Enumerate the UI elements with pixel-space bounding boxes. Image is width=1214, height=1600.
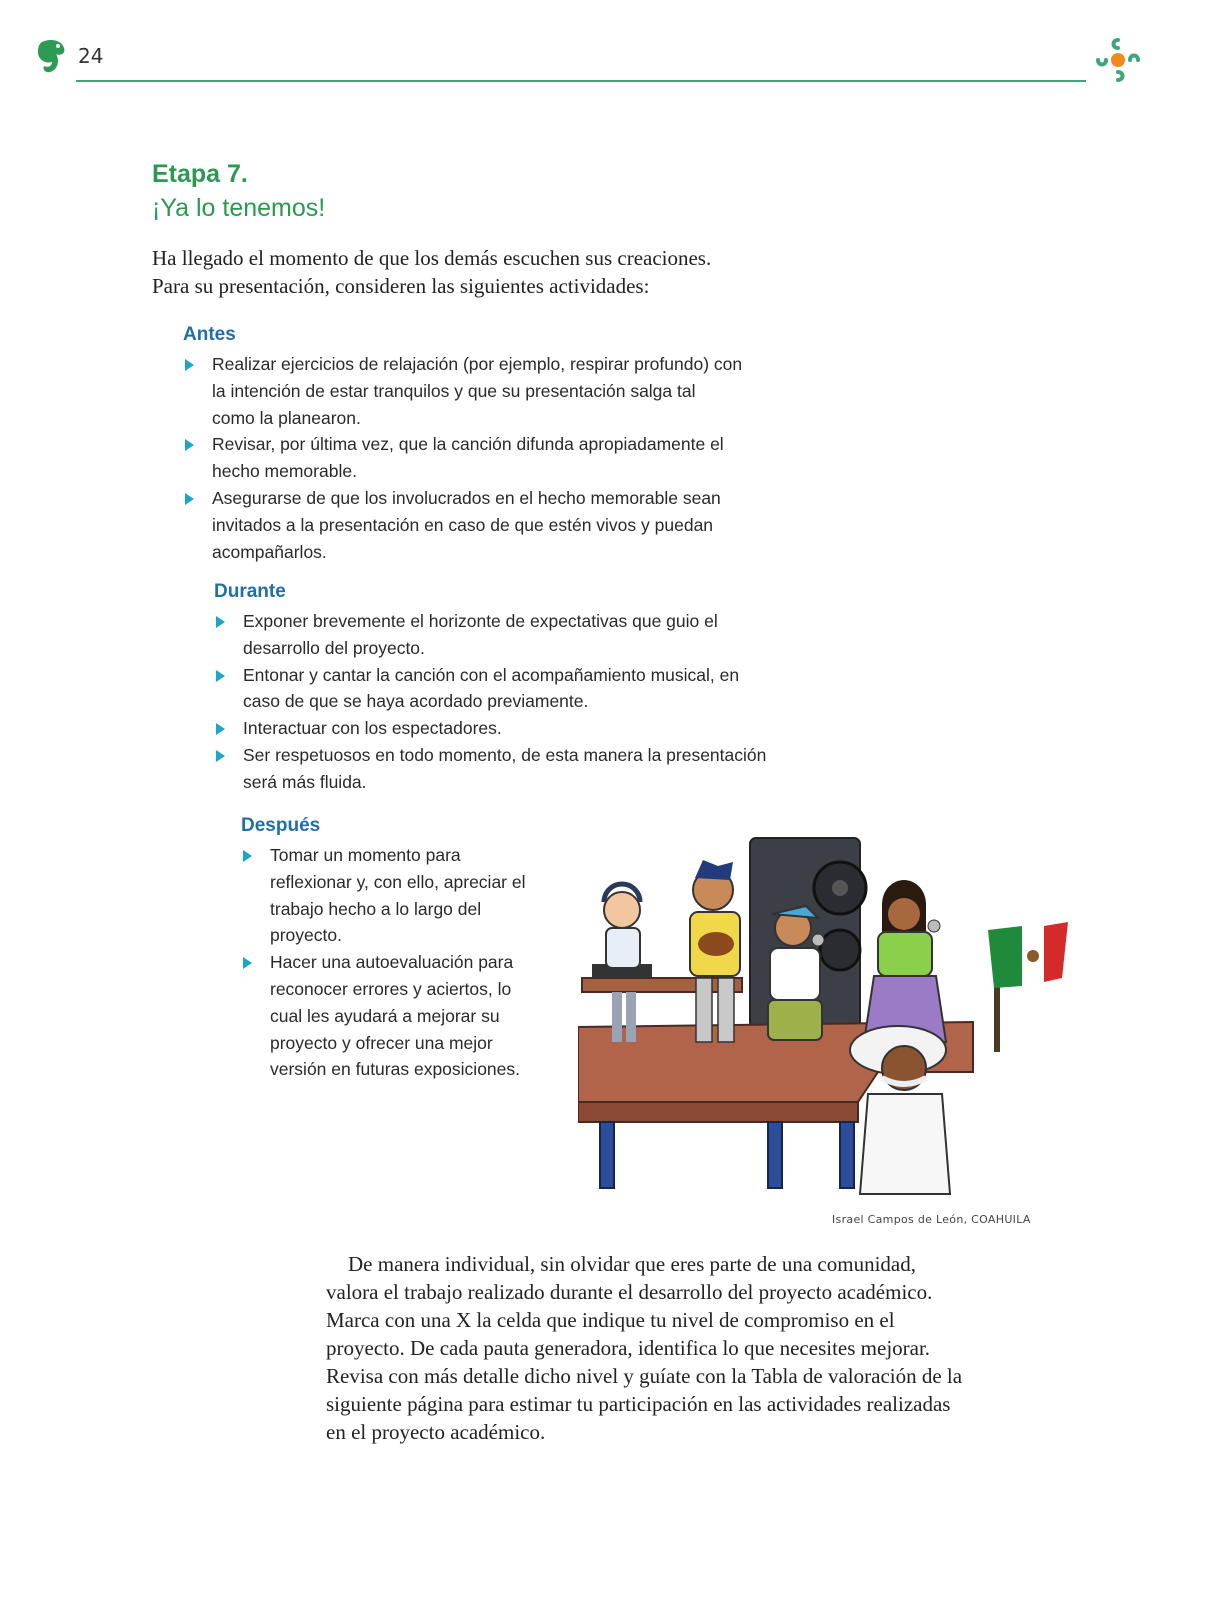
section-despues: [241, 814, 531, 1083]
list-item-text: Asegurarse de que los involucrados en el hecho memorable sean invitados a la presentación en caso de que estén vivos y puedan acompañarlos.: [212, 487, 721, 562]
list-item: [214, 662, 774, 716]
singer-character: [864, 880, 946, 1042]
closing-paragraph: De manera individual, sin olvidar que eres parte de una comunidad, valora el trabajo realizado durante el desarrollo del proyecto académico. Marca con una X la celda que indique tu nivel de compromiso en el proyecto. De cada pauta generadora, identifica lo que necesites mejorar. Revisa con más detalle dicho nivel y guíate con la Tabla de valoración de la siguiente página para estimar tu participación en las actividades realizadas en el proyecto académico.: [326, 1252, 963, 1444]
bullet-arrow-icon: [216, 750, 225, 762]
list-item: [183, 351, 743, 431]
intro-paragraph: [152, 244, 792, 300]
intro-line: Para su presentación, consideren las siguientes actividades:: [152, 274, 650, 298]
elder-character: [850, 1026, 950, 1194]
section-heading-despues: Después: [241, 815, 321, 836]
guitarist-character: [690, 860, 740, 1042]
intro-line: Ha llegado el momento de que los demás escuchen sus creaciones.: [152, 246, 712, 270]
bullet-arrow-icon: [216, 670, 225, 682]
bullet-arrow-icon: [216, 723, 225, 735]
list-item: [183, 431, 743, 485]
activity-list: [241, 842, 531, 1083]
list-item-text: Ser respetuosos en todo momento, de esta manera la presentación será más fluida.: [243, 744, 767, 792]
list-item-text: Exponer brevemente el horizonte de expectativas que guio el desarrollo del proyecto.: [243, 611, 718, 658]
bullet-arrow-icon: [185, 359, 194, 371]
list-item: [241, 842, 531, 949]
list-item-text: Realizar ejercicios de relajación (por ejemplo, respirar profundo) con la intención de estar tranquilos y que su presentación salga tal como la planearon.: [212, 354, 743, 428]
header-divider: [76, 80, 1086, 82]
list-item-text: Tomar un momento para reflexionar y, con ello, apreciar el trabajo hecho a lo largo del proyecto.: [270, 845, 526, 946]
stage-title: Etapa 7.: [152, 160, 248, 188]
bullet-arrow-icon: [185, 439, 194, 451]
list-item-text: Hacer una autoevaluación para reconocer errores y aciertos, lo cual les ayudará a mejorar su proyecto y ofrecer una mejor versión en futuras exposiciones.: [270, 952, 520, 1080]
publisher-logo-icon: [36, 38, 68, 74]
list-item: [241, 949, 531, 1083]
mexico-flag-icon: [988, 922, 1068, 1052]
list-item-text: Revisar, por última vez, que la canción difunda apropiadamente el hecho memorable.: [212, 434, 724, 482]
section-antes: [183, 323, 743, 565]
bullet-arrow-icon: [243, 957, 252, 969]
list-item: [214, 742, 774, 796]
section-heading-antes: Antes: [183, 324, 236, 345]
section-heading-durante: Durante: [214, 581, 286, 602]
section-durante: [214, 580, 774, 796]
bullet-arrow-icon: [185, 493, 194, 505]
list-item-text: Entonar y cantar la canción con el acompañamiento musical, en caso de que se haya acordado previamente.: [243, 664, 740, 712]
bullet-arrow-icon: [216, 616, 225, 628]
section-logo-icon: [1092, 34, 1144, 86]
stage-subtitle: ¡Ya lo tenemos!: [152, 194, 326, 222]
activity-list: [214, 608, 774, 796]
list-item: [183, 485, 743, 565]
bullet-arrow-icon: [243, 850, 252, 862]
stage-performance-illustration: [578, 832, 1118, 1202]
activity-list: [183, 351, 743, 565]
page-number: 24: [78, 44, 104, 68]
dj-character: [604, 884, 640, 1042]
list-item: [214, 608, 774, 662]
list-item: [214, 715, 774, 742]
illustration-credit: Israel Campos de León, COAHUILA: [832, 1213, 1031, 1226]
list-item-text: Interactuar con los espectadores.: [243, 718, 502, 739]
